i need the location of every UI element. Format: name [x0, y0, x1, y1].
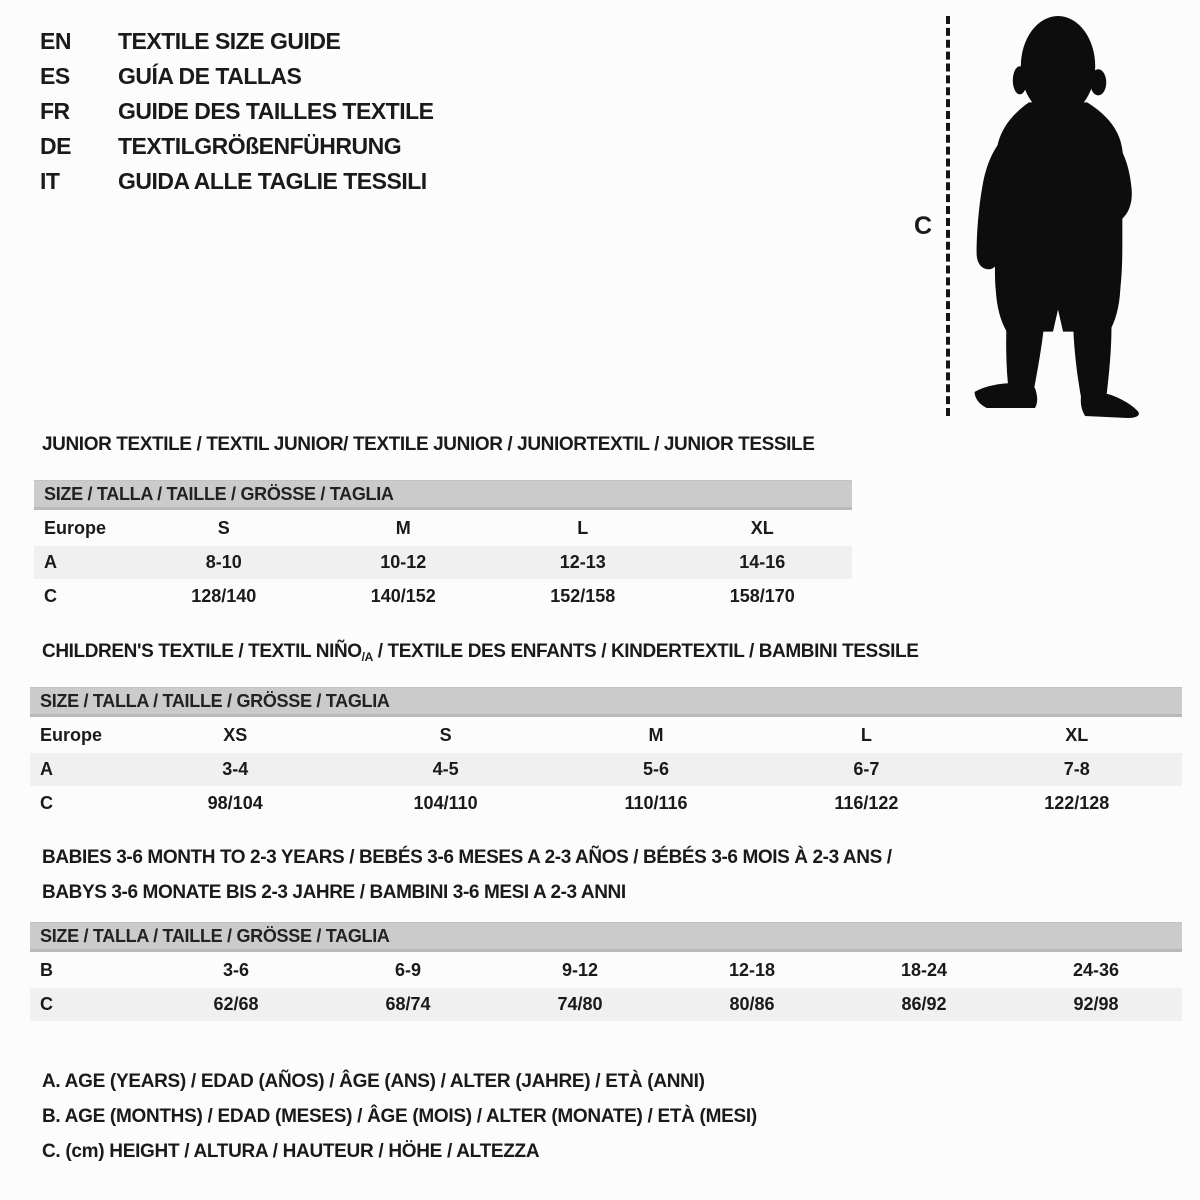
- cell: 92/98: [1073, 994, 1119, 1014]
- cell: 12-18: [728, 960, 776, 980]
- table-row: [34, 512, 852, 545]
- toddler-silhouette: [964, 14, 1144, 420]
- measurement-legend: [42, 1064, 757, 1169]
- cell: 3-4: [222, 759, 249, 779]
- lang-code-it: IT: [40, 168, 60, 194]
- lang-title-es: GUÍA DE TALLAS: [118, 63, 302, 89]
- lang-row-de: [40, 129, 434, 164]
- cell: 158/170: [729, 586, 795, 606]
- junior-size-header: SIZE / TALLA / TAILLE / GRÖSSE / TAGLIA: [34, 480, 852, 510]
- lang-title-en: TEXTILE SIZE GUIDE: [118, 28, 341, 54]
- height-measure-dashed-line: [946, 16, 950, 416]
- cell: L: [577, 518, 589, 538]
- row-label: A: [40, 759, 53, 779]
- cell: M: [648, 725, 664, 745]
- lang-title-fr: GUIDE DES TAILLES TEXTILE: [118, 98, 434, 124]
- table-row: [30, 787, 1182, 820]
- babies-title-line1: BABIES 3-6 MONTH TO 2-3 YEARS / BEBÉS 3-6 MESES A 2-3 AÑOS / BÉBÉS 3-6 MOIS À 2-3 ANS /: [42, 847, 892, 868]
- table-row: [30, 954, 1182, 987]
- cell: 4-5: [432, 759, 459, 779]
- children-table: [30, 687, 1182, 821]
- cell: 8-10: [205, 552, 242, 572]
- cell: 6-9: [394, 960, 421, 980]
- row-label: C: [44, 586, 57, 606]
- cell: 14-16: [739, 552, 786, 572]
- babies-title-line2: BABYS 3-6 MONATE BIS 2-3 JAHRE / BAMBINI 3-6 MESI A 2-3 ANNI: [42, 882, 626, 903]
- cell: 9-12: [561, 960, 599, 980]
- row-label: B: [40, 960, 53, 980]
- legend-line-b: B. AGE (MONTHS) / EDAD (MESES) / ÂGE (MOIS) / ALTER (MONATE) / ETÀ (MESI): [42, 1106, 757, 1127]
- cell: 3-6: [222, 960, 249, 980]
- cell: 128/140: [191, 586, 257, 606]
- lang-code-es: ES: [40, 63, 70, 89]
- cell: 10-12: [380, 552, 427, 572]
- table-row: [30, 719, 1182, 752]
- lang-code-de: DE: [40, 133, 71, 159]
- lang-row-it: [40, 164, 434, 199]
- lang-title-de: TEXTILGRÖßENFÜHRUNG: [118, 133, 402, 159]
- lang-row-es: [40, 59, 434, 94]
- cell: 7-8: [1063, 759, 1090, 779]
- cell: S: [217, 518, 230, 538]
- cell: XL: [750, 518, 774, 538]
- babies-section-title: [42, 840, 892, 910]
- table-row: [30, 988, 1182, 1021]
- lang-code-fr: FR: [40, 98, 70, 124]
- table-row: [34, 546, 852, 579]
- cell: L: [860, 725, 872, 745]
- cell: 104/110: [413, 793, 478, 813]
- children-title-suffix: / TEXTILE DES ENFANTS / KINDERTEXTIL / BAMBINI TESSILE: [372, 641, 919, 662]
- cell: 68/74: [385, 994, 431, 1014]
- cell: XL: [1065, 725, 1089, 745]
- cell: 98/104: [207, 793, 263, 813]
- cell: 80/86: [729, 994, 775, 1014]
- cell: 62/68: [213, 994, 259, 1014]
- children-title-prefix: CHILDREN'S TEXTILE / TEXTIL NIÑO: [42, 641, 362, 662]
- lang-row-en: [40, 24, 434, 59]
- children-size-header: SIZE / TALLA / TAILLE / GRÖSSE / TAGLIA: [30, 687, 1182, 717]
- cell: M: [395, 518, 411, 538]
- table-row: [30, 753, 1182, 786]
- cell: 18-24: [900, 960, 948, 980]
- junior-section-title: JUNIOR TEXTILE / TEXTIL JUNIOR/ TEXTILE JUNIOR / JUNIORTEXTIL / JUNIOR TESSILE: [42, 434, 815, 455]
- junior-table: [34, 480, 852, 614]
- row-label: C: [40, 994, 53, 1014]
- cell: 122/128: [1044, 793, 1110, 813]
- row-label: A: [44, 552, 57, 572]
- babies-size-header: SIZE / TALLA / TAILLE / GRÖSSE / TAGLIA: [30, 922, 1182, 952]
- row-label: Europe: [40, 725, 103, 745]
- children-section-title: [42, 641, 918, 664]
- cell: XS: [223, 725, 248, 745]
- cell: 116/122: [834, 793, 899, 813]
- cell: 74/80: [557, 994, 603, 1014]
- cell: 5-6: [642, 759, 669, 779]
- cell: 110/116: [624, 793, 688, 813]
- cell: 24-36: [1072, 960, 1120, 980]
- lang-row-fr: [40, 94, 434, 129]
- legend-line-c: C. (cm) HEIGHT / ALTURA / HAUTEUR / HÖHE / ALTEZZA: [42, 1141, 540, 1162]
- cell: 140/152: [370, 586, 436, 606]
- cell: 86/92: [901, 994, 947, 1014]
- cell: 152/158: [550, 586, 616, 606]
- height-label-c: C: [914, 212, 933, 240]
- cell: S: [439, 725, 452, 745]
- row-label: C: [40, 793, 53, 813]
- language-title-block: [40, 24, 434, 199]
- cell: 6-7: [853, 759, 880, 779]
- legend-line-a: A. AGE (YEARS) / EDAD (AÑOS) / ÂGE (ANS) / ALTER (JAHRE) / ETÀ (ANNI): [42, 1071, 705, 1092]
- babies-table: [30, 922, 1182, 1022]
- lang-title-it: GUIDA ALLE TAGLIE TESSILI: [118, 168, 427, 194]
- children-title-subscript: /A: [361, 650, 373, 664]
- table-row: [34, 580, 852, 613]
- cell: 12-13: [559, 552, 606, 572]
- lang-code-en: EN: [40, 28, 71, 54]
- row-label: Europe: [44, 518, 107, 538]
